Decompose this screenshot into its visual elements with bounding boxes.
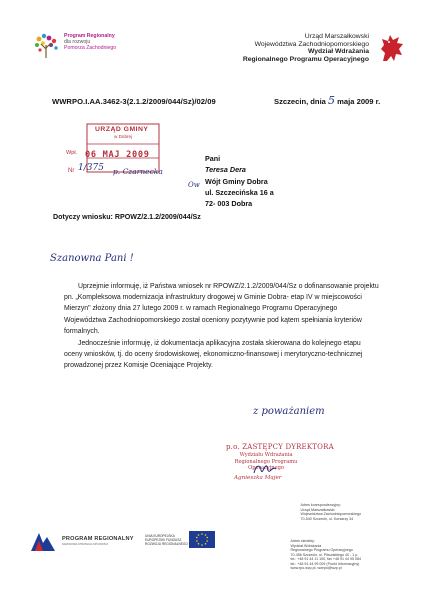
eu-flag-icon: [189, 531, 215, 548]
program-regionalny-logo: [32, 33, 62, 59]
body-paragraph-1: Uprzejmie informuję, iż Państwa wniosek nr RPOWZ/2.1.2/2009/044/Sz o dofinansowanie projektu pn. „Kompleksowa modernizacja infrastruktury drogowej w Gminie Dobra- etap IV w miejscowości Mierzyn" złożony dnia 27 lutego 2009 r. w ramach Regionalnego Programu Operacyjnego Województwa Zachodniopomorskiego został oceniony pozytywnie pod kątem spełniania kryteriów formalnych.: [64, 283, 379, 335]
logo-line-3: Pomorza Zachodniego: [64, 45, 117, 52]
office-addr-line: www.rpo.wzp.pl, wwrpo@wzp.pl: [290, 566, 342, 570]
program-regionalny-text: [64, 33, 116, 52]
salutation: Szanowna Pani !: [50, 253, 134, 264]
addressee-line-4: ul. Szczecińska 16 a: [205, 187, 274, 197]
signature-name: Agnieszka Majer: [234, 475, 282, 481]
addressee-line-5: 72- 003 Dobra: [205, 199, 253, 209]
griffin-coat-of-arms-icon: [375, 31, 409, 65]
footer-correspondence-address: [301, 503, 361, 521]
stamp-nr: Nr: [68, 168, 75, 174]
program-regionalny-footer-logo: [29, 531, 57, 553]
stamp-handwritten-sign: p. Czarnecka: [113, 167, 163, 176]
office-header: [199, 33, 369, 63]
corr-line: Urząd Marszałkowski: [300, 507, 335, 512]
body-paragraph-2: Jednocześnie informuję, iż dokumentacja aplikacyjna została skierowana do kolejnego etapu oceny wniosków, tj. do oceny środowiskowej, ekonomiczno-finansowej i merytoryczno-technicznej prowadzonej przez Komisje Oceniające Projekty.: [64, 340, 363, 370]
corr-line: 70-540 Szczecin, ul. Korsarzy 34: [300, 516, 354, 521]
addressee-line-1: Pani: [205, 154, 221, 163]
logo-line-1: Program Regionalny: [64, 33, 115, 39]
office-line-1: Urząd Marszałkowski: [304, 33, 369, 40]
office-line-3: Wydział Wdrażania: [307, 48, 369, 56]
signature-line-1: Wydziału Wdrażania: [239, 452, 293, 458]
eu-text-line: EUROPEJSKI FUNDUSZ: [145, 538, 182, 543]
office-addr-line: tel.: +48 91 44 11 100, fax +48 91 44 95 084: [290, 557, 361, 561]
office-addr-line: Regionalnego Programu Operacyjnego: [290, 548, 353, 552]
program-regionalny-footer-name: PROGRAM REGIONALNY: [62, 536, 134, 542]
office-line-2: Województwa Zachodniopomorskiego: [254, 40, 369, 48]
date-day: 5: [328, 94, 336, 107]
stamp-wpl: Wpł.: [66, 150, 78, 156]
signature-title: p.o. ZASTĘPCY DYREKTORA: [226, 443, 334, 451]
addressee-handwritten-note: Ow: [188, 181, 200, 189]
addressee-line-2: Teresa Dera: [205, 165, 246, 175]
eu-text: [145, 534, 188, 546]
office-addr-line: Wydział Wdrażania: [290, 543, 322, 548]
stamp-title: URZĄD GMINY: [95, 126, 149, 133]
corr-line: Województwa Zachodniopomorskiego: [300, 512, 361, 516]
logo-line-2: dla rozwoju: [64, 39, 91, 46]
office-line-4: Regionalnego Programu Operacyjnego: [242, 55, 369, 63]
letter-date: [274, 94, 380, 107]
date-prefix: Szczecin, dnia: [274, 97, 326, 106]
sign-off: z poważaniem: [253, 406, 325, 417]
eu-text-line: UNIA EUROPEJSKA: [145, 534, 175, 538]
letter-body: [64, 281, 380, 372]
eu-text-line: ROZWOJU REGIONALNEGO: [145, 542, 188, 547]
stamp-subtitle: w Dobrej: [114, 134, 133, 139]
office-addr-line: Adres siedziby:: [290, 539, 315, 543]
office-addr-line: 70-456 Szczecin, ul. Piłsudskiego 40 - 1 p.: [290, 552, 359, 557]
reference-number: WWRPO.I.AA.3462-3(2.1.2/2009/044/Sz)/02/09: [52, 97, 216, 106]
stamp-handwritten-number: 1/375: [78, 163, 104, 173]
office-addr-line: tel.: +48 91 44 99 009 (Punkt Informacyjny): [290, 561, 360, 566]
stamp-date: 06 MAJ 2009: [85, 150, 150, 160]
program-regionalny-footer-sub: NARODOWA STRATEGIA SPÓJNOŚCI: [62, 543, 109, 546]
concerns-line: Dotyczy wniosku: RPOWZ/2.1.2/2009/044/Sz: [53, 213, 201, 221]
footer-office-address: [291, 539, 361, 571]
signature-line-2: Regionalnego Programu Operacyjnego: [234, 458, 298, 471]
date-rest: maja 2009 r.: [337, 97, 381, 106]
addressee-block: [205, 153, 274, 209]
addressee-line-3: Wójt Gminy Dobra: [205, 176, 268, 186]
corr-line: Adres korespondencyjny:: [300, 503, 341, 507]
